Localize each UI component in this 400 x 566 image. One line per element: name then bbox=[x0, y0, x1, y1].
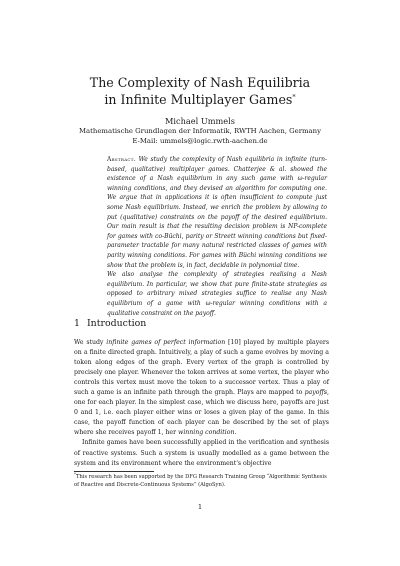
paper-title-line-2: in Infinite Multiplayer Games* bbox=[104, 92, 296, 107]
footnote-rule bbox=[74, 471, 154, 472]
footnote-marker: * bbox=[74, 471, 76, 477]
author-name: Michael Ummels bbox=[165, 116, 235, 126]
section-title: Introduction bbox=[86, 318, 147, 329]
abstract-paragraph-2: We also analyse the complexity of strategies realising a Nash equilibrium. In particular, we show that pure finite-state strategies as opposed to arbitrary mixed strategies suffice to realise any Nash equilibrium of a game with ω-regular winning conditions with a qualitative constraint on the payoff. bbox=[107, 271, 327, 317]
abstract-label: Abstract. bbox=[107, 156, 136, 163]
section-heading bbox=[74, 318, 146, 329]
footnote bbox=[74, 471, 329, 490]
abstract-paragraph-1: Abstract. We study the complexity of Nash equilibria in infinite (turn-based, qualitative) multiplayer games. Chatterjee & al. showed the existence of a Nash equilibrium in any such game with ω-regular winning conditions, and they devised an algorithm for computing one. We argue that in applications it is often insufficient to compute just some Nash equilibrium. Instead, we enrich the problem by allowing to put (qualitative) constraints on the payoff of the desired equilibrium. Our main result is that the resulting decision problem is NP-complete for games with co-Büchi, parity or Streett winning conditions but fixed-parameter tractable for many natural restricted classes of games with parity winning conditions. For games with Büchi winning conditions we show that the problem is, in fact, decidable in polynomial time. bbox=[107, 156, 327, 269]
abstract bbox=[107, 155, 327, 318]
section-number: 1 bbox=[74, 318, 80, 329]
paper-title-line-1: The Complexity of Nash Equilibria bbox=[89, 75, 311, 90]
footnote-text: This research has been supported by the DFG Research Training Group “Algorithmic Synthesis of Reactive and Discrete-Continuous Systems” (AlgoSyn). bbox=[74, 474, 327, 488]
body-paragraph-2: Infinite games have been successfully applied in the verification and synthesis of reactive systems. Such a system is usually modelled as a game between the system and its environment where the environment's objective bbox=[74, 439, 329, 467]
title-footnote-marker: * bbox=[292, 92, 296, 101]
body-paragraph-1: We study infinite games of perfect information [10] played by multiple players on a finite directed graph. Intuitively, a play of such a game evolves by moving a token along edges of the graph. Every vertex of the graph is controlled by precisely one player. Whenever the token arrives at some vertex, the player who controls this vertex must move the token to a successor vertex. Thus a play of such a game is an infinite path through the graph. Plays are mapped to payoffs, one for each player. In the simplest case, which we discuss here, payoffs are just 0 and 1, i.e. each player either wins or loses a given play of the game. In this case, the payoff function of each player can be described by the set of plays where she receives payoff 1, her winning condition. bbox=[74, 339, 329, 437]
author-email: E-Mail: ummels@logic.rwth-aachen.de bbox=[132, 137, 268, 145]
author-affiliation: Mathematische Grundlagen der Informatik, RWTH Aachen, Germany bbox=[78, 127, 322, 135]
page-number: 1 bbox=[197, 503, 203, 511]
section-body bbox=[74, 338, 329, 469]
